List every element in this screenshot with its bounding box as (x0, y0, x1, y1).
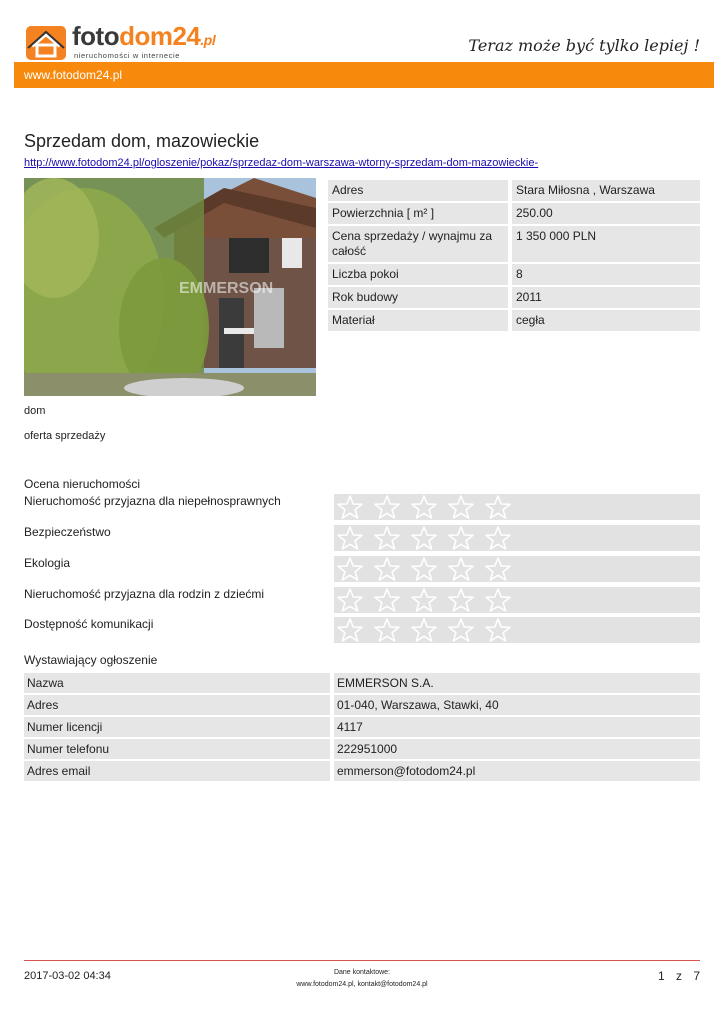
page-counter (658, 969, 700, 983)
rating-row (24, 617, 700, 643)
star-icon[interactable] (485, 526, 511, 550)
star-icon[interactable] (485, 618, 511, 642)
publisher-label: Nazwa (24, 673, 330, 693)
star-icon[interactable] (374, 557, 400, 581)
star-icon[interactable] (411, 526, 437, 550)
star-icon[interactable] (337, 557, 363, 581)
detail-value: 1 350 000 PLN (512, 226, 700, 262)
detail-label: Cena sprzedaży / wynajmu za całość (328, 226, 508, 262)
page-separator: z (675, 969, 682, 983)
detail-row (328, 287, 700, 308)
star-icon[interactable] (485, 495, 511, 519)
rating-row (24, 556, 700, 582)
publisher-label: Adres email (24, 761, 330, 781)
publisher-row (24, 695, 700, 715)
publisher-value: 01-040, Warszawa, Stawki, 40 (334, 695, 700, 715)
footer-date: 2017-03-02 04:34 (24, 970, 111, 982)
page-header (0, 0, 724, 92)
logo[interactable] (24, 20, 216, 64)
footer-divider (24, 960, 700, 961)
star-icon[interactable] (448, 557, 474, 581)
publisher-row (24, 739, 700, 759)
detail-value: cegła (512, 310, 700, 331)
publisher-table (24, 671, 700, 783)
logo-text: fotodom24.pl (72, 21, 216, 51)
star-rating (334, 556, 700, 582)
star-icon[interactable] (374, 526, 400, 550)
star-icon[interactable] (337, 495, 363, 519)
rating-label: Bezpieczeństwo (24, 525, 111, 539)
publisher-row (24, 761, 700, 781)
star-icon[interactable] (411, 557, 437, 581)
footer-contact (220, 967, 504, 991)
publisher-label: Adres (24, 695, 330, 715)
publisher-label: Numer licencji (24, 717, 330, 737)
star-icon[interactable] (337, 526, 363, 550)
star-icon[interactable] (337, 618, 363, 642)
detail-value: 8 (512, 264, 700, 285)
detail-label: Rok budowy (328, 287, 508, 308)
property-photo (24, 178, 316, 396)
detail-row (328, 180, 700, 201)
publisher-value: 4117 (334, 717, 700, 737)
detail-row (328, 203, 700, 224)
page-total: 7 (693, 969, 700, 983)
detail-label: Powierzchnia [ m² ] (328, 203, 508, 224)
page-current: 1 (657, 969, 665, 983)
rating-section-title: Ocena nieruchomości (24, 477, 141, 491)
publisher-section-title: Wystawiający ogłoszenie (24, 653, 158, 667)
detail-value: 250.00 (512, 203, 700, 224)
star-rating (334, 587, 700, 613)
site-bar (14, 62, 714, 88)
rating-label: Nieruchomość przyjazna dla niepełnosprawnych (24, 494, 281, 508)
rating-label: Nieruchomość przyjazna dla rodzin z dziećmi (24, 587, 265, 601)
footer-contact-label: Dane kontaktowe: (333, 969, 391, 976)
property-details-table (328, 178, 700, 333)
detail-row (328, 310, 700, 331)
detail-row (328, 264, 700, 285)
publisher-row (24, 673, 700, 693)
rating-row (24, 587, 700, 613)
logo-tagline: nieruchomości w internecie (74, 51, 181, 60)
detail-label: Liczba pokoi (328, 264, 508, 285)
listing-url-link[interactable]: http://www.fotodom24.pl/ogloszenie/pokaz/sprzedaz-dom-warszawa-wtorny-sprzedam-dom-mazowieckie- (24, 157, 539, 169)
star-icon[interactable] (485, 557, 511, 581)
star-icon[interactable] (337, 588, 363, 612)
detail-value: Stara Miłosna , Warszawa (512, 180, 700, 201)
detail-value: 2011 (512, 287, 700, 308)
slogan: Teraz może być tylko lepiej ! (468, 36, 700, 55)
publisher-label: Numer telefonu (24, 739, 330, 759)
star-icon[interactable] (411, 618, 437, 642)
star-icon[interactable] (411, 495, 437, 519)
detail-label: Adres (328, 180, 508, 201)
star-icon[interactable] (448, 495, 474, 519)
publisher-value: EMMERSON S.A. (334, 673, 700, 693)
house-photo-image (24, 178, 316, 396)
star-rating (334, 617, 700, 643)
offer-type: oferta sprzedaży (24, 430, 106, 442)
star-icon[interactable] (448, 588, 474, 612)
rating-label: Dostępność komunikacji (24, 617, 154, 631)
site-url-link[interactable]: www.fotodom24.pl (24, 68, 123, 82)
star-icon[interactable] (374, 495, 400, 519)
publisher-row (24, 717, 700, 737)
publisher-value: emmerson@fotodom24.pl (334, 761, 700, 781)
detail-row (328, 226, 700, 262)
rating-row (24, 525, 700, 551)
publisher-value: 222951000 (334, 739, 700, 759)
property-type: dom (24, 405, 46, 417)
rating-label: Ekologia (24, 556, 71, 570)
star-rating (334, 525, 700, 551)
star-icon[interactable] (485, 588, 511, 612)
footer-contact-value: www.fotodom24.pl, kontakt@fotodom24.pl (296, 981, 428, 988)
star-icon[interactable] (374, 618, 400, 642)
detail-label: Materiał (328, 310, 508, 331)
rating-row (24, 494, 700, 520)
star-icon[interactable] (448, 526, 474, 550)
star-icon[interactable] (448, 618, 474, 642)
star-icon[interactable] (374, 588, 400, 612)
star-rating (334, 494, 700, 520)
star-icon[interactable] (411, 588, 437, 612)
page-title: Sprzedam dom, mazowieckie (24, 131, 260, 151)
photo-watermark: EMMERSON (179, 280, 274, 297)
house-logo-icon (24, 24, 68, 62)
